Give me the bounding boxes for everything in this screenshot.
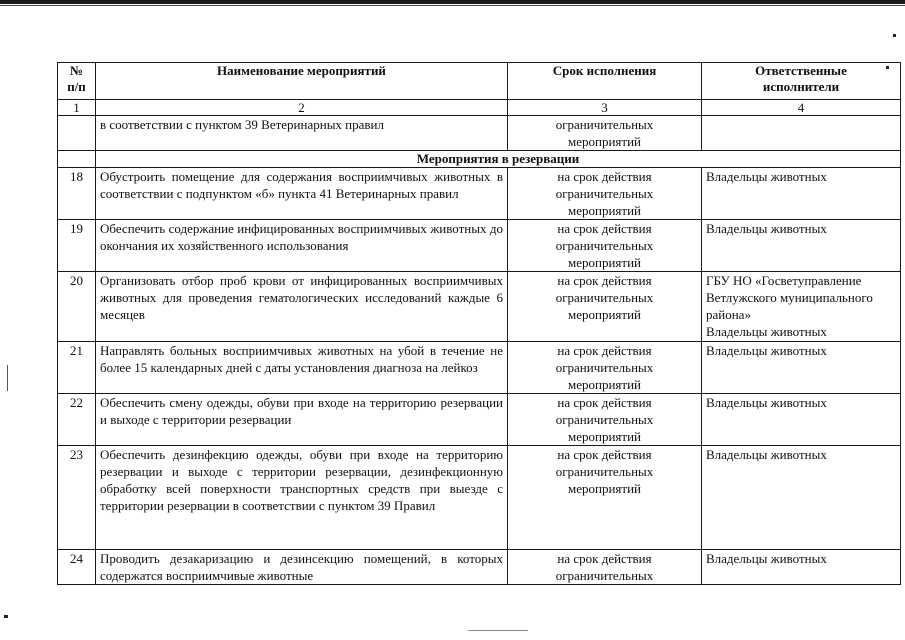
scan-speck — [7, 365, 8, 391]
table-row — [58, 446, 901, 550]
section-num — [58, 151, 96, 168]
row-resp: Владельцы животных — [702, 394, 901, 446]
row-name: Направлять больных восприимчивых животных на убой в течение не более 15 календарных дней с даты установления диагноза на лейкоз — [96, 342, 508, 394]
row-num: 21 — [58, 342, 96, 394]
row-name: Проводить дезакаризацию и дезинсекцию помещений, в которых содержатся восприимчивые животные — [96, 550, 508, 585]
row-term: на срок действия ограничительных мероприятий — [508, 220, 702, 272]
scan-speck — [893, 34, 896, 37]
row-resp: Владельцы животных — [702, 168, 901, 220]
continuation-row — [58, 116, 901, 151]
section-row — [58, 151, 901, 168]
header-num — [58, 63, 96, 100]
row-name: Обеспечить смену одежды, обуви при входе на территорию резервации и выходе с территории резервации — [96, 394, 508, 446]
header-name: Наименование мероприятий — [96, 63, 508, 100]
column-number-row — [58, 100, 901, 116]
row-name: Обустроить помещение для содержания восприимчивых животных в соответствии с подпунктом «б» пункта 41 Ветеринарных правил — [96, 168, 508, 220]
row-num — [58, 116, 96, 151]
column-number: 3 — [508, 100, 702, 116]
table-row — [58, 550, 901, 585]
row-num: 19 — [58, 220, 96, 272]
top-scan-border-thin — [0, 5, 905, 6]
row-resp — [702, 116, 901, 151]
row-resp: Владельцы животных — [702, 220, 901, 272]
row-name: Организовать отбор проб крови от инфицированных восприимчивых животных для проведения гематологических исследований каждые 6 месяцев — [96, 272, 508, 342]
row-name: в соответствии с пунктом 39 Ветеринарных правил — [96, 116, 508, 151]
row-num: 20 — [58, 272, 96, 342]
row-term: на срок действия ограничительных мероприятий — [508, 272, 702, 342]
table-row — [58, 272, 901, 342]
column-number: 1 — [58, 100, 96, 116]
row-resp: Владельцы животных — [702, 446, 901, 550]
row-num: 23 — [58, 446, 96, 550]
header-resp — [702, 63, 901, 100]
header-num-line2: п/п — [67, 79, 86, 94]
table-row — [58, 168, 901, 220]
row-term: ограничительных мероприятий — [508, 116, 702, 151]
top-scan-border — [0, 0, 905, 4]
row-resp: ГБУ НО «Госветуправление Ветлужского муниципального района» Владельцы животных — [702, 272, 901, 342]
header-num-line1: № — [69, 63, 84, 78]
row-num: 24 — [58, 550, 96, 585]
measures-table — [57, 62, 901, 585]
row-term: на срок действия ограничительных мероприятий — [508, 394, 702, 446]
table-row — [58, 394, 901, 446]
column-number: 4 — [702, 100, 901, 116]
row-resp: Владельцы животных — [702, 342, 901, 394]
header-resp-line2: исполнители — [762, 79, 840, 94]
row-name: Обеспечить содержание инфицированных восприимчивых животных до окончания их хозяйственного использования — [96, 220, 508, 272]
row-resp: Владельцы животных — [702, 550, 901, 585]
row-term: на срок действия ограничительных мероприятий — [508, 446, 702, 550]
scan-speck — [468, 630, 528, 631]
scan-speck — [4, 615, 8, 618]
table-row — [58, 342, 901, 394]
row-num: 22 — [58, 394, 96, 446]
table-body — [58, 168, 901, 585]
header-term: Срок исполнения — [508, 63, 702, 100]
row-name: Обеспечить дезинфекцию одежды, обуви при входе на территорию резервации и выходе с территории резервации, дезинфекционную обработку всей поверхности транспортных средств при выезде с территории резервации в соответствии с пунктом 39 Правил — [96, 446, 508, 550]
row-term: на срок действия ограничительных — [508, 550, 702, 585]
row-num: 18 — [58, 168, 96, 220]
column-number: 2 — [96, 100, 508, 116]
table-row — [58, 220, 901, 272]
row-term: на срок действия ограничительных мероприятий — [508, 168, 702, 220]
header-resp-line1: Ответственные — [755, 63, 847, 78]
row-term: на срок действия ограничительных мероприятий — [508, 342, 702, 394]
header-row — [58, 63, 901, 100]
section-title: Мероприятия в резервации — [96, 151, 901, 168]
